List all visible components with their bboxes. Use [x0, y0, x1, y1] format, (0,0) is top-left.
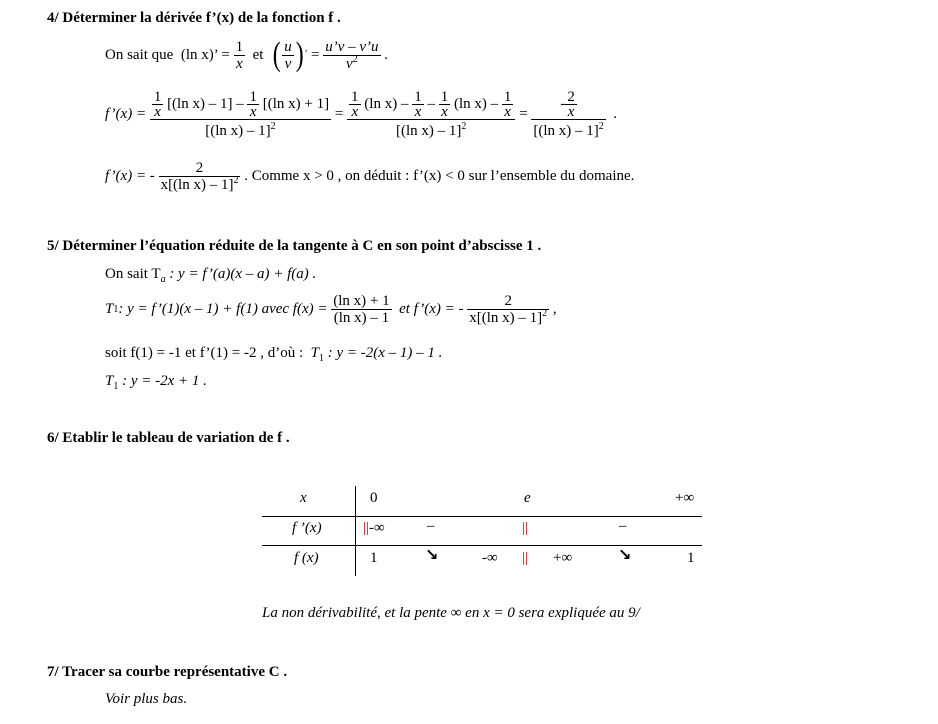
q4-result-fraction: [159, 160, 241, 193]
q5-line-1: On sait $T_a$ : y = f’(a)(x – a) + f(a) .: [105, 266, 317, 285]
q5-line-3: soit f(1) = -1 et f’(1) = -2 , d’où : $T_1$ : y = -2(x – 1) – 1 .: [105, 345, 443, 364]
frac-den: [(ln x) – 1]$^2$: [347, 119, 515, 139]
q4-deriv-fraction-2: [347, 90, 515, 139]
q4-known-and: et: [252, 46, 264, 63]
q4-known-formulas: On sait que (ln x)’ = $\frac{1}{x}$ et ( $\frac{u}{v}$ ) ′ = $\frac{u’v - v’u}{v^2}$ .: [105, 36, 389, 73]
table-fprime-bar: ||: [522, 520, 529, 536]
table-fprime-sign-1: –: [427, 518, 435, 534]
table-fprime-left: ||-∞: [363, 520, 385, 536]
frac-num: $\frac{1}{x}$ [(ln x) – 1] – $\frac{1}{x}$ [(ln x) + 1]: [153, 89, 330, 120]
decreasing-arrow-icon: ↘: [618, 545, 632, 564]
equals: =: [311, 46, 320, 63]
table-f-value-4: 1: [687, 550, 695, 566]
frac-num: 2: [504, 293, 512, 309]
frac-den: (ln x) – 1: [331, 309, 391, 326]
table-rule-2: [262, 545, 702, 546]
q4-heading: 4/ Déterminer la dérivée f’(x) de la fonction f .: [47, 10, 341, 26]
q5-fprime-fraction: [467, 293, 549, 326]
equals: =: [519, 106, 528, 122]
q6-note: La non dérivabilité, et la pente ∞ en x = 0 sera expliquée au 9/: [262, 605, 640, 621]
table-x-label: x: [300, 490, 307, 506]
q4-uv-fraction: [282, 39, 294, 72]
frac-den: x[(ln x) – 1]$^2$: [160, 175, 239, 193]
q4-deriv-fraction-3: [531, 90, 605, 139]
decreasing-arrow-icon: ↘: [425, 545, 439, 564]
table-vertical-rule: [355, 486, 356, 576]
q7-heading: 7/ Tracer sa courbe représentative C .: [47, 664, 288, 680]
q4-conclusion: . Comme x > 0 , on déduit : f’(x) < 0 sur l’ensemble du domaine.: [244, 168, 635, 184]
q5-f-fraction: [331, 293, 391, 326]
table-f-label: f (x): [294, 550, 319, 566]
table-rule-1: [262, 516, 702, 517]
q4-quotient-rule: [323, 39, 380, 72]
q4-known-intro: On sait que: [105, 46, 174, 63]
frac-num: $\frac{1}{x}$ (ln x) – $\frac{1}{x}$ – $\frac{1}{x}$ (ln x) – $\frac{1}{x}$: [351, 89, 512, 120]
frac-num: - $\frac{2}{x}$: [560, 89, 575, 120]
frac-num: 1: [235, 38, 244, 55]
q4-known-lhs: (ln x)’ =: [180, 46, 230, 63]
table-f-value-2: -∞: [482, 550, 498, 566]
table-f-value-3: +∞: [553, 550, 573, 566]
table-fprime-sign-2: –: [619, 518, 627, 534]
q4-deriv-fraction-1: [150, 90, 331, 139]
table-f-bar: ||: [522, 550, 529, 566]
result-label: f’(x) = -: [105, 168, 155, 184]
q7-text: Voir plus bas.: [105, 691, 188, 707]
q5-line-2: T 1 : y = f’(1)(x – 1) + f(1) avec f(x) = $\frac{\text{(ln x) + 1}}{\text{(ln x) – 1}}$ et f’(x) = - $\frac{2}{x[(\ln x) - 1]^2}$ ,: [105, 293, 557, 326]
q6-heading: 6/ Etablir le tableau de variation de f .: [47, 430, 290, 446]
table-x-inf: +∞: [675, 490, 695, 506]
table-f-value-1: 1: [370, 550, 378, 566]
period: .: [613, 106, 618, 122]
frac-den: $v^2$: [323, 55, 380, 72]
q5-heading: 5/ Déterminer l’équation réduite de la tangente à C en son point d’abscisse 1 .: [47, 238, 542, 254]
table-fprime-label: f ’(x): [292, 520, 322, 536]
frac-num: u: [284, 38, 292, 55]
frac-den: [(ln x) – 1]$^2$: [150, 119, 331, 139]
fprime-label: f’(x) =: [105, 106, 147, 122]
frac-den: x: [234, 55, 246, 72]
frac-den: x[(ln x) – 1]$^2$: [469, 308, 548, 326]
equals: =: [334, 106, 344, 122]
table-x-0: 0: [370, 490, 378, 506]
frac-den: v: [282, 55, 294, 72]
frac-num: 2: [195, 160, 204, 176]
table-x-e: e: [524, 490, 531, 506]
frac-den: [(ln x) – 1]$^2$: [533, 121, 604, 139]
frac-num: (ln x) + 1: [333, 293, 390, 309]
q4-derivation: [105, 90, 617, 139]
q4-result: [105, 160, 634, 193]
frac-num: u’v – v’u: [325, 38, 379, 55]
period: .: [384, 46, 389, 63]
q4-known-fraction: [234, 39, 246, 72]
q5-line-4: $T_1$ : y = -2x + 1 .: [105, 373, 207, 392]
